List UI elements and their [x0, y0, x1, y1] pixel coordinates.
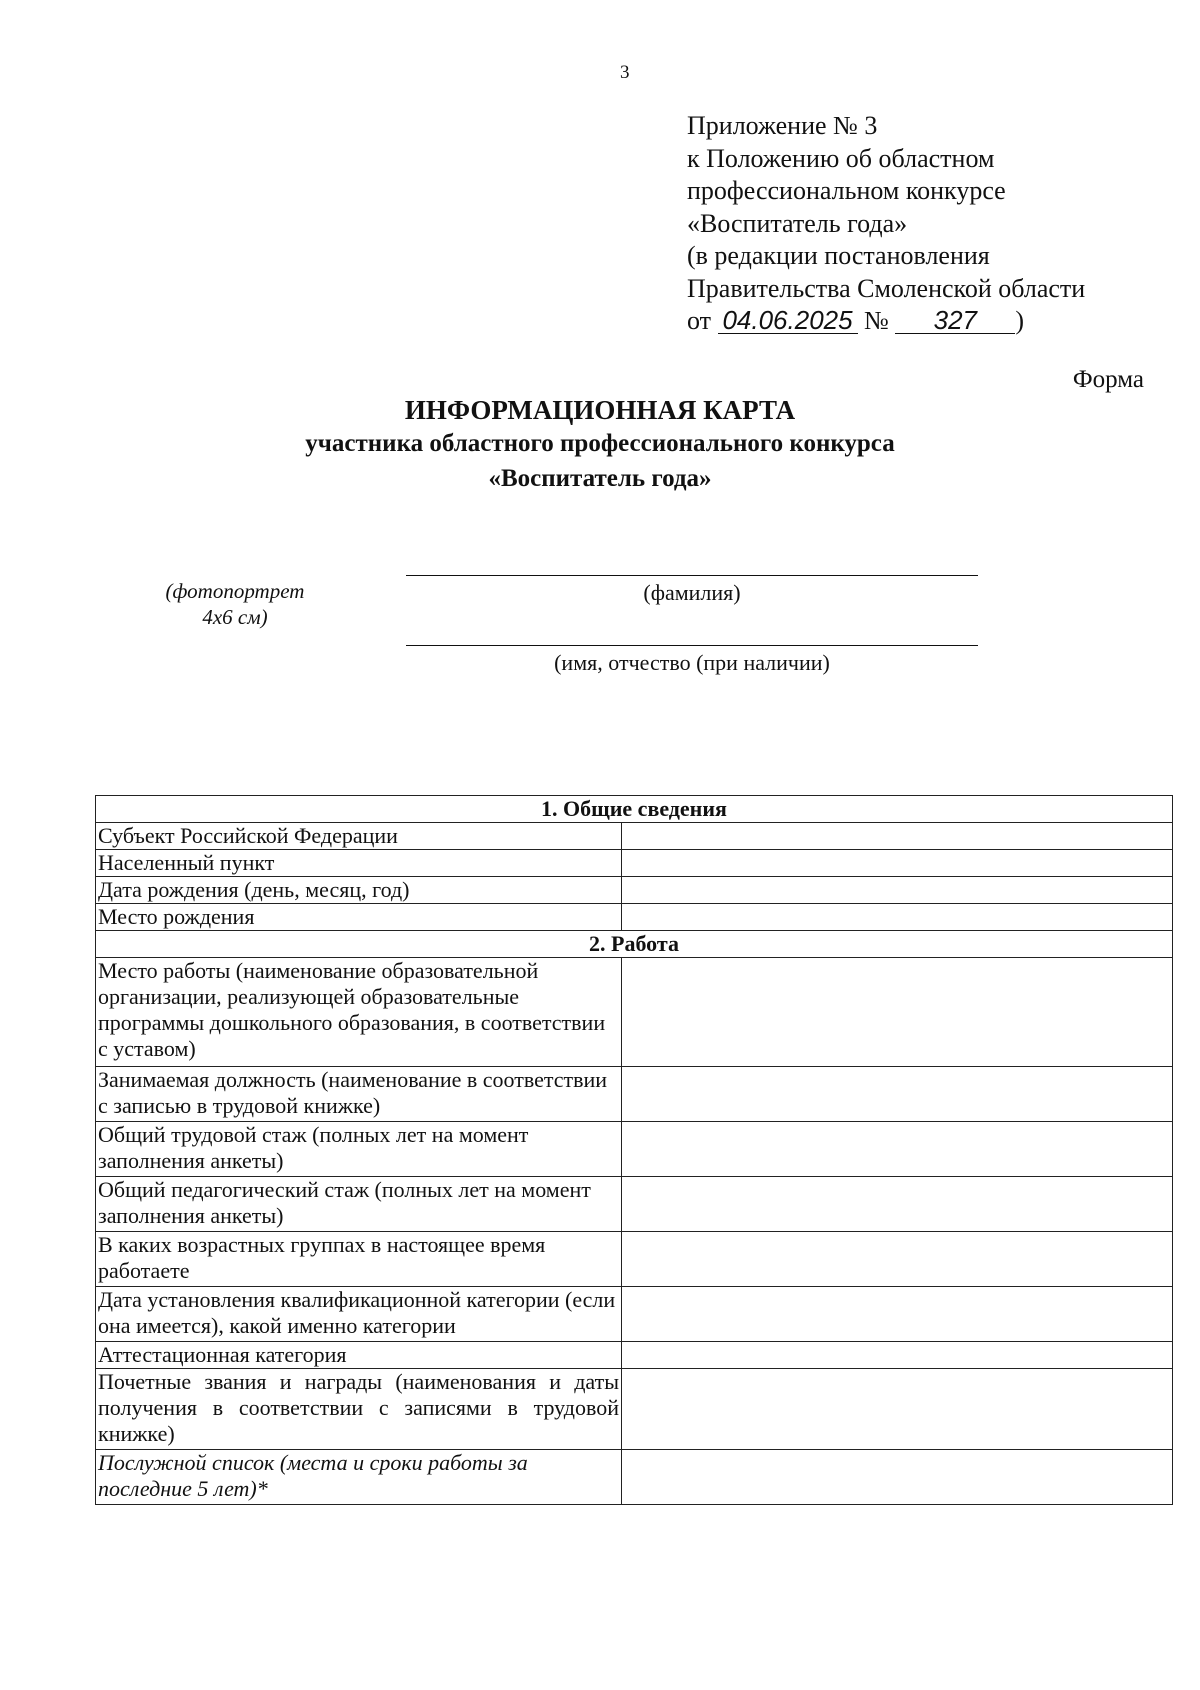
table-row [96, 1450, 1173, 1505]
row-label: В каких возрастных группах в настоящее время работаете [96, 1232, 622, 1287]
page-number: 3 [620, 62, 630, 83]
table-row [96, 904, 1173, 931]
row-label: Почетные звания и награды (наименования и даты получения в соответствии с записями в трудовой книжке) [96, 1369, 622, 1450]
row-label: Занимаемая должность (наименование в соответствии с записью в трудовой книжке) [96, 1067, 622, 1122]
close-paren: ) [1015, 306, 1025, 335]
appendix-line: к Положению об областном [687, 143, 995, 173]
row-value-cell[interactable] [622, 1122, 1173, 1177]
document-subtitle: участника областного профессионального конкурса [305, 430, 895, 457]
row-label: Общий трудовой стаж (полных лет на момент заполнения анкеты) [96, 1122, 622, 1177]
number-sign: № [864, 306, 889, 335]
name-field-line[interactable] [406, 645, 978, 646]
information-card-table [95, 795, 1173, 1505]
photo-caption-line2: 4х6 см) [202, 605, 268, 629]
document-title: ИНФОРМАЦИОННАЯ КАРТА [404, 395, 796, 425]
table-row [96, 1067, 1173, 1122]
appendix-line: Приложение № 3 [687, 111, 878, 140]
table-row [96, 1232, 1173, 1287]
row-value-cell[interactable] [622, 877, 1173, 904]
table-row [96, 1177, 1173, 1232]
photo-caption-line1: (фотопортрет [165, 579, 305, 603]
appendix-line: профессиональном конкурсе [687, 176, 1006, 205]
row-value-cell[interactable] [622, 1067, 1173, 1122]
surname-caption: (фамилия) [643, 580, 741, 605]
table-row [96, 877, 1173, 904]
section-general-title: 1. Общие сведения [96, 796, 1173, 823]
table-row [96, 1287, 1173, 1342]
appendix-header [687, 110, 1085, 338]
row-value-cell[interactable] [622, 1342, 1173, 1369]
from-prefix: от [687, 306, 712, 335]
table-row [96, 850, 1173, 877]
table-row [96, 958, 1173, 1067]
section-header-row [96, 796, 1173, 823]
table-row [96, 1122, 1173, 1177]
section-header-row [96, 931, 1173, 958]
row-value-cell[interactable] [622, 1177, 1173, 1232]
row-label: Дата установления квалификационной категории (если она имеется), какой именно категории [96, 1287, 622, 1342]
section-work-title: 2. Работа [96, 931, 1173, 958]
row-label: Населенный пункт [96, 850, 622, 877]
row-label: Место работы (наименование образовательной организации, реализующей образовательные программы дошкольного образования, в соответствии с уставом) [96, 958, 622, 1067]
row-label: Место рождения [96, 904, 622, 931]
row-label: Аттестационная категория [96, 1342, 622, 1369]
table-row [96, 1369, 1173, 1450]
table-row [96, 1342, 1173, 1369]
handwritten-date: 04.06.2025 [718, 307, 858, 334]
name-caption: (имя, отчество (при наличии) [554, 650, 830, 675]
row-label: Послужной список (места и сроки работы за последние 5 лет)* [96, 1450, 622, 1505]
handwritten-number: 327 [895, 307, 1015, 334]
row-label: Субъект Российской Федерации [96, 823, 622, 850]
photo-placeholder [140, 578, 330, 630]
table-row [96, 823, 1173, 850]
row-value-cell[interactable] [622, 1450, 1173, 1505]
surname-field-line[interactable] [406, 575, 978, 576]
row-label: Дата рождения (день, месяц, год) [96, 877, 622, 904]
row-value-cell[interactable] [622, 904, 1173, 931]
document-subtitle-contest: «Воспитатель года» [488, 465, 712, 492]
row-value-cell[interactable] [622, 823, 1173, 850]
row-value-cell[interactable] [622, 1369, 1173, 1450]
row-label: Общий педагогический стаж (полных лет на момент заполнения анкеты) [96, 1177, 622, 1232]
row-value-cell[interactable] [622, 1287, 1173, 1342]
appendix-line: Правительства Смоленской области [687, 273, 1086, 303]
row-value-cell[interactable] [622, 1232, 1173, 1287]
appendix-date-line [687, 305, 1085, 338]
row-value-cell[interactable] [622, 850, 1173, 877]
appendix-line: (в редакции постановления [687, 241, 990, 270]
appendix-line: «Воспитатель года» [687, 208, 908, 238]
form-label: Форма [1072, 366, 1144, 393]
row-value-cell[interactable] [622, 958, 1173, 1067]
